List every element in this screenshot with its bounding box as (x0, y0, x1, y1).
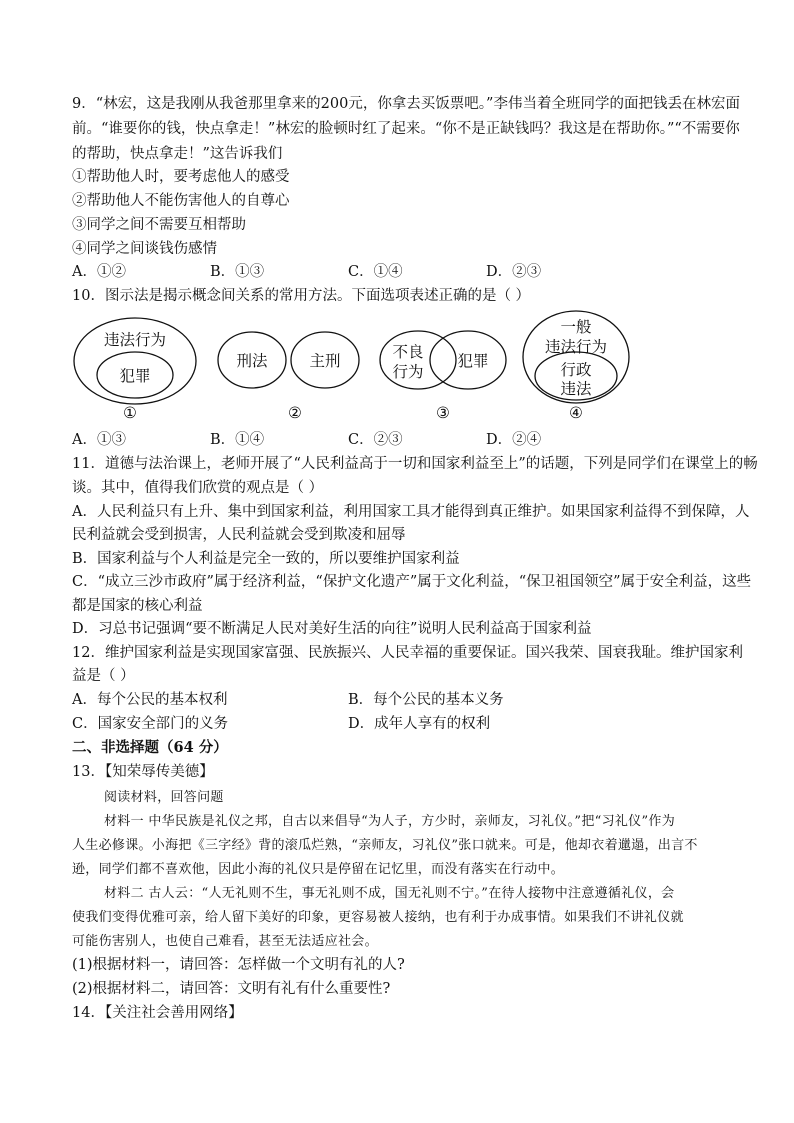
d2-left-label: 刑法 (236, 352, 268, 370)
q12-option-b[interactable]: B．每个公民的基本义务 (348, 692, 504, 708)
d1-outer-label: 违法行为 (103, 331, 167, 349)
d1-number: ① (123, 404, 137, 422)
q9-item-1: ①帮助他人时，要考虑他人的感受 (72, 169, 290, 185)
q13-material-1-line-1: 材料一 中华民族是礼仪之邦，自古以来倡导“为人子，方少时，亲师友，习礼仪。”把“习礼仪”作为 (104, 814, 676, 829)
q12-option-c[interactable]: C．国家安全部门的义务 (72, 716, 229, 732)
q9-item-4: ④同学之间谈钱伤感情 (72, 241, 217, 257)
d3-left-label-1: 不良 (392, 343, 424, 361)
q12-stem-line-2: 益是（ ） (72, 668, 135, 684)
d4-number: ④ (569, 404, 583, 422)
q11-option-c-line-2[interactable]: 都是国家的核心利益 (72, 598, 203, 614)
d4-inner-label-1: 行政 (560, 361, 592, 379)
d2-right-label: 主刑 (309, 352, 341, 370)
q11-option-a-line-2[interactable]: 民利益就会受到损害，人民利益就会受到欺凌和屈辱 (72, 527, 406, 543)
q12-option-a[interactable]: A．每个公民的基本权利 (72, 692, 228, 708)
q9-stem-line-2: 前。“谁要你的钱，快点拿走！”林宏的脸顿时红了起来。“你不是正缺钱吗？我这是在帮助你。”“不需要你 (72, 121, 740, 137)
q11-option-c-line-1[interactable]: C．“成立三沙市政府”属于经济利益，“保护文化遗产”属于文化利益，“保卫祖国领空”属于安全利益，这些 (72, 574, 752, 590)
d4-inner-label-2: 违法 (560, 380, 592, 398)
q13-material-2-line-2: 使我们变得优雅可亲，给人留下美好的印象，更容易被人接纳，也有利于办成事情。如果我们不讲礼仪就 (72, 910, 684, 925)
q13-question-2: (2)根据材料二，请回答：文明有礼有什么重要性? (72, 981, 391, 997)
q13-material-2-line-1: 材料二 古人云：“人无礼则不生，事无礼则不成，国无礼则不宁。”在待人接物中注意遵循礼仪，会 (104, 886, 675, 901)
d4-outer-label-2: 违法行为 (544, 338, 608, 356)
q13-intro: 阅读材料，回答问题 (104, 790, 224, 805)
d3-left-label-2: 行为 (392, 363, 424, 381)
q12-stem-line-1: 12．维护国家利益是实现国家富强、民族振兴、人民幸福的重要保证。国兴我荣、国衰我耻。维护国家利 (72, 645, 743, 661)
q14-title: 14．【关注社会善用网络】 (72, 1005, 243, 1021)
q9-item-3: ③同学之间不需要互相帮助 (72, 217, 246, 233)
q10-stem: 10．图示法是揭示概念间关系的常用方法。下面选项表述正确的是（ ） (72, 288, 531, 304)
q10-option-a[interactable]: A．①③ (72, 432, 126, 448)
q13-question-1: (1)根据材料一，请回答：怎样做一个文明有礼的人? (72, 957, 405, 973)
q9-option-c[interactable]: C．①④ (348, 264, 403, 280)
q11-option-a-line-1[interactable]: A．人民利益只有上升、集中到国家利益，利用国家工具才能得到真正维护。如果国家利益得不到保障，人 (72, 504, 750, 520)
q11-option-b[interactable]: B．国家利益与个人利益是完全一致的，所以要维护国家利益 (72, 551, 460, 567)
d1-inner-label: 犯罪 (119, 367, 151, 385)
d3-right-label: 犯罪 (457, 352, 489, 370)
q10-option-d[interactable]: D．②④ (486, 432, 542, 448)
q9-option-a[interactable]: A．①② (72, 264, 126, 280)
q12-option-d[interactable]: D．成年人享有的权利 (348, 716, 491, 732)
q10-option-c[interactable]: C．②③ (348, 432, 403, 448)
q9-stem-line-3: 的帮助，快点拿走！”这告诉我们 (72, 146, 283, 162)
d3-number: ③ (436, 404, 450, 422)
q9-option-b[interactable]: B．①③ (210, 264, 265, 280)
d4-outer-label-1: 一般 (560, 318, 592, 336)
section-2-heading: 二、非选择题（64 分） (72, 739, 228, 756)
q9-option-d[interactable]: D．②③ (486, 264, 542, 280)
d2-number: ② (288, 404, 302, 422)
q9-item-2: ②帮助他人不能伤害他人的自尊心 (72, 193, 290, 209)
q9-stem-line-1: 9．“林宏，这是我刚从我爸那里拿来的200元，你拿去买饭票吧。”李伟当着全班同学的面把钱丢在林宏面 (72, 96, 740, 112)
q13-material-2-line-3: 可能伤害别人，也使自己难看，甚至无法适应社会。 (72, 934, 378, 949)
q13-title: 13．【知荣辱传美德】 (72, 764, 214, 780)
q11-option-d[interactable]: D．习总书记强调“要不断满足人民对美好生活的向往”说明人民利益高于国家利益 (72, 621, 592, 637)
q11-stem-line-1: 11．道德与法治课上，老师开展了“人民利益高于一切和国家利益至上”的话题，下列是同学们在课堂上的畅 (72, 456, 758, 472)
q13-material-1-line-3: 逊，同学们都不喜欢他，因此小海的礼仪只是停留在记忆里，而没有落实在行动中。 (72, 862, 565, 877)
q11-stem-line-2: 谈。其中，值得我们欣赏的观点是（ ） (72, 480, 324, 496)
q10-option-b[interactable]: B．①④ (210, 432, 265, 448)
q13-material-1-line-2: 人生必修课。小海把《三字经》背的滚瓜烂熟，“亲师友，习礼仪”张口就来。可是，他却衣着邋遢，出言不 (72, 838, 698, 853)
